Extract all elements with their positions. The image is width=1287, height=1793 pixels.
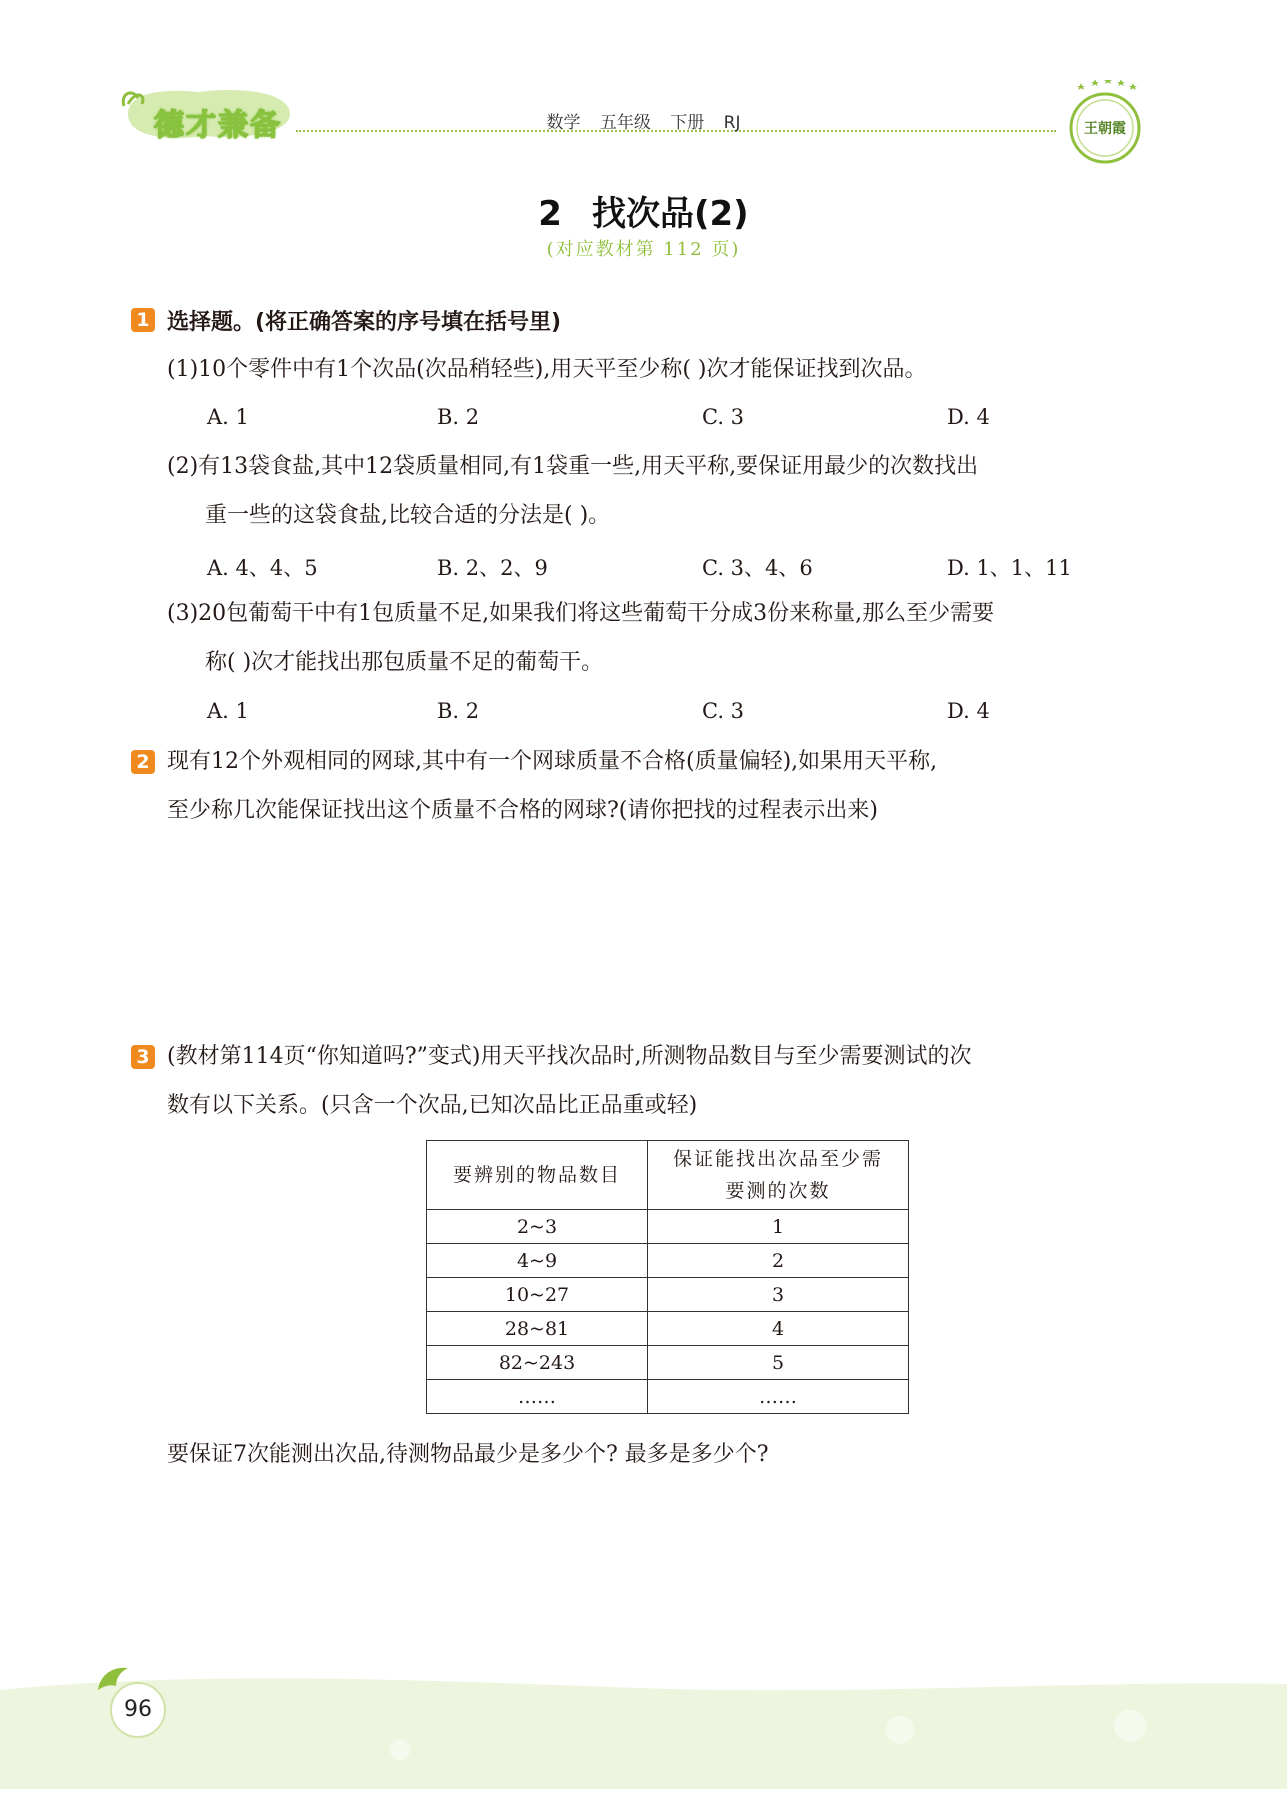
relation-table — [426, 1140, 909, 1414]
table-cell: …… — [427, 1380, 648, 1414]
table-cell: 3 — [648, 1278, 909, 1312]
table-row — [427, 1210, 909, 1244]
table-cell: 4 — [648, 1312, 909, 1346]
option-b: B. 2 — [437, 699, 480, 723]
option-a: A. 1 — [207, 699, 249, 723]
question-line: (教材第114页“你知道吗?”变式)用天平找次品时,所测物品数目与至少需要测试的次 — [167, 1044, 972, 1069]
question-badge: 1 — [131, 308, 155, 332]
table-cell: 2 — [648, 1244, 909, 1278]
section-number: 2 — [538, 194, 562, 234]
option-a: A. 1 — [207, 405, 249, 429]
page-number: 96 — [110, 1682, 166, 1738]
question-badge: 3 — [131, 1045, 155, 1069]
seal-logo — [1066, 80, 1144, 166]
table-row — [427, 1244, 909, 1278]
brand-name: 德才兼备 — [154, 108, 282, 143]
table-cell: 10~27 — [427, 1278, 648, 1312]
option-d: D. 4 — [947, 405, 990, 429]
table-cell: …… — [648, 1380, 909, 1414]
table-row — [427, 1312, 909, 1346]
table-header-row — [427, 1141, 909, 1210]
option-b: B. 2、2、9 — [437, 556, 548, 580]
seal-text: 王朝霞 — [1084, 121, 1126, 137]
table-cell: 5 — [648, 1346, 909, 1380]
table-row — [427, 1278, 909, 1312]
option-d: D. 1、1、11 — [947, 556, 1072, 580]
footer-wave-shape — [0, 1650, 1287, 1789]
header-subject: 数学 五年级 下册 RJ — [546, 113, 741, 133]
option-b: B. 2 — [437, 405, 480, 429]
question-title: 选择题。(将正确答案的序号填在括号里) — [167, 310, 562, 335]
question-line: 数有以下关系。(只含一个次品,已知次品比正品重或轻) — [167, 1093, 698, 1118]
table-header-cell: 要辨别的物品数目 — [427, 1141, 648, 1210]
table-cell: 82~243 — [427, 1346, 648, 1380]
textbook-reference: (对应教材第 112 页) — [546, 239, 741, 260]
table-header-cell: 保证能找出次品至少需要测的次数 — [648, 1141, 909, 1210]
section-name: 找次品(2) — [591, 194, 749, 234]
question-line: 现有12个外观相同的网球,其中有一个网球质量不合格(质量偏轻),如果用天平称, — [167, 749, 938, 774]
footer-decoration — [0, 1650, 1287, 1789]
table-cell: 2~3 — [427, 1210, 648, 1244]
table-cell: 28~81 — [427, 1312, 648, 1346]
option-c: C. 3 — [702, 405, 745, 429]
option-c: C. 3 — [702, 699, 745, 723]
option-d: D. 4 — [947, 699, 990, 723]
table-row — [427, 1380, 909, 1414]
followup-question: 要保证7次能测出次品,待测物品最少是多少个? 最多是多少个? — [167, 1442, 769, 1467]
page-title — [0, 186, 1287, 235]
question-item-line: 称( )次才能找出那包质量不足的葡萄干。 — [205, 650, 604, 675]
question-item-line: 重一些的这袋食盐,比较合适的分法是( )。 — [205, 503, 611, 528]
question-item-line: (2)有13袋食盐,其中12袋质量相同,有1袋重一些,用天平称,要保证用最少的次数找出 — [167, 454, 979, 479]
table-cell: 1 — [648, 1210, 909, 1244]
option-a: A. 4、4、5 — [207, 556, 318, 580]
question-item-line: (3)20包葡萄干中有1包质量不足,如果我们将这些葡萄干分成3份来称量,那么至少需要 — [167, 601, 995, 626]
table-cell: 4~9 — [427, 1244, 648, 1278]
question-badge: 2 — [131, 750, 155, 774]
question-item-line: (1)10个零件中有1个次品(次品稍轻些),用天平至少称( )次才能保证找到次品。 — [167, 357, 927, 382]
option-c: C. 3、4、6 — [702, 556, 813, 580]
table-row — [427, 1346, 909, 1380]
question-line: 至少称几次能保证找出这个质量不合格的网球?(请你把找的过程表示出来) — [167, 798, 878, 823]
